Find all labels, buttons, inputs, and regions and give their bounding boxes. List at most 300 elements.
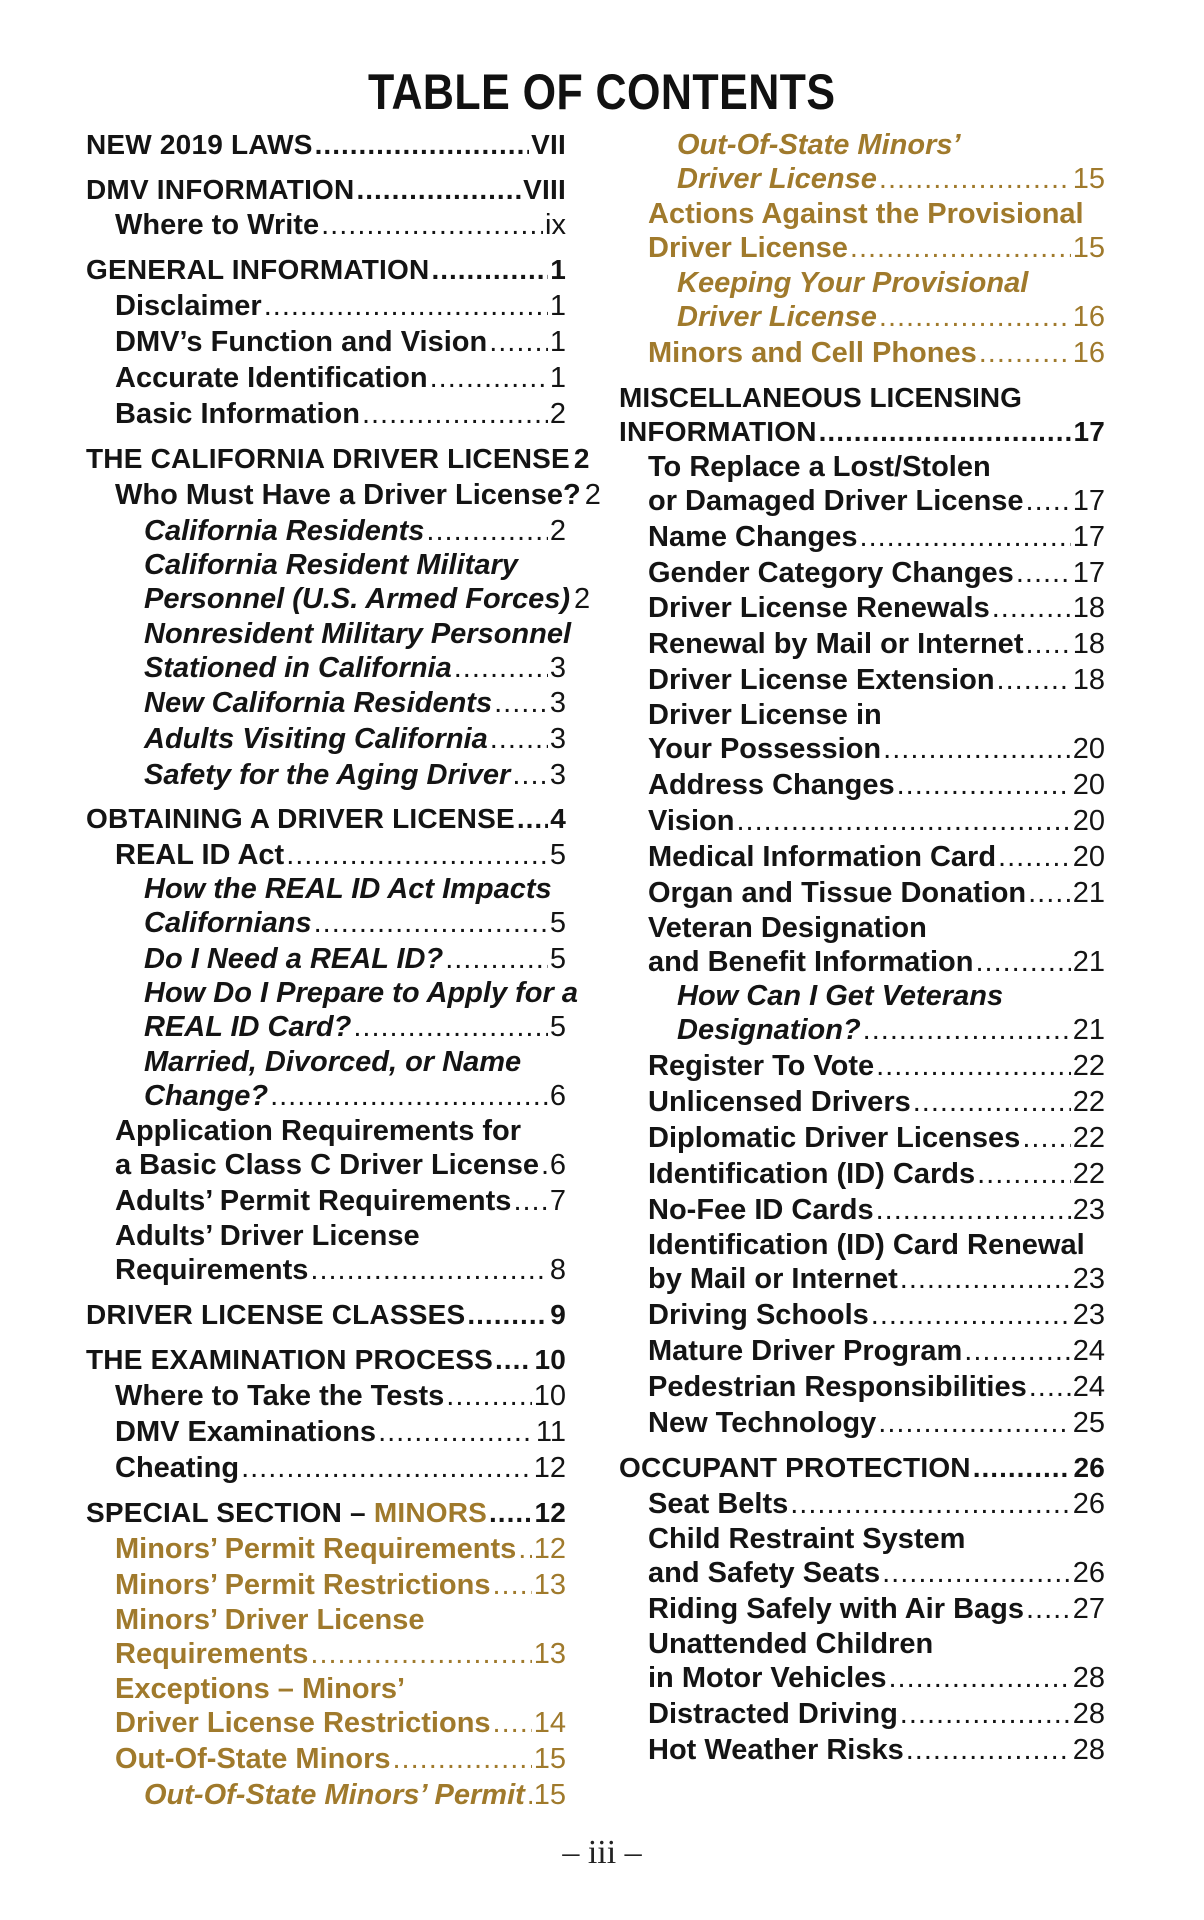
toc-entry-label: GENERAL INFORMATION [86,254,430,285]
toc-entry-page: 5 [549,839,566,871]
toc-entry-label: Safety for the Aging Driver [144,759,511,791]
dot-leader [310,1637,531,1671]
toc-entry[interactable] [648,876,1105,910]
toc-entry-label: Identification (ID) Cards [648,1158,976,1190]
toc-entry-label: Do I Need a REAL ID? [144,943,444,975]
toc-entry-page: 7 [549,1185,566,1217]
toc-entry-label: New California Residents [144,687,493,719]
toc-entry[interactable] [648,336,1105,370]
toc-entry[interactable] [144,514,566,548]
toc-entry-page: 28 [1072,1734,1105,1766]
toc-entry[interactable] [648,768,1105,802]
toc-entry-page: 20 [1072,769,1105,801]
dot-leader [879,162,1071,196]
toc-entry-label: Disclaimer [115,290,262,322]
page-number: – iii – [562,1834,642,1871]
toc-entry[interactable] [144,722,566,756]
toc-entry-label: Cheating [115,1452,240,1484]
toc-entry-label: THE EXAMINATION PROCESS [86,1344,494,1375]
dot-leader [495,1343,532,1377]
toc-entry-label-line1[interactable]: Out-Of-State Minors’ [677,129,961,161]
toc-entry[interactable] [86,1496,566,1530]
toc-entry-page: 16 [1072,337,1105,369]
toc-entry-label-line1[interactable]: Keeping Your Provisional [677,267,1029,299]
toc-entry[interactable] [648,1262,1105,1296]
toc-entry-label: Basic Information [115,398,360,430]
toc-entry[interactable] [144,1778,566,1812]
toc-entry-page: 6 [549,1149,566,1181]
toc-entry[interactable] [144,582,591,616]
toc-entry-page: 22 [1072,1050,1105,1082]
dot-leader [913,1085,1071,1119]
toc-entry[interactable] [115,1253,566,1287]
toc-entry-page: 20 [1072,733,1105,765]
toc-entry-page: 28 [1072,1662,1105,1694]
toc-entry-page: 13 [533,1569,566,1601]
toc-entry-label: Driver License [677,301,877,333]
toc-entry-label: Hot Weather Risks [648,1734,904,1766]
toc-entry-page: 16 [1072,301,1105,333]
toc-entry-label [86,1496,487,1530]
toc-entry-label-line1[interactable]: Driver License in [648,699,882,731]
toc-entry-label: DMV’s Function and Vision [115,326,488,358]
toc-entry[interactable] [648,1661,1105,1695]
dot-leader [489,325,548,359]
dot-leader [378,1415,534,1449]
toc-entry-label-line1[interactable]: How Can I Get Veterans [677,980,1004,1012]
toc-entry-label: Californians [144,907,312,939]
dot-leader [446,1379,531,1413]
toc-entry-label: Gender Category Changes [648,557,1014,589]
toc-entry[interactable] [86,442,590,476]
dot-leader [860,520,1071,554]
toc-entry[interactable] [115,1706,566,1740]
toc-entry[interactable] [115,208,566,242]
toc-entry[interactable] [86,128,566,162]
toc-entry-label-line1[interactable]: Adults’ Driver License [115,1220,420,1252]
toc-entry[interactable] [115,1742,566,1776]
toc-entry-label: in Motor Vehicles [648,1662,887,1694]
toc-entry-label: Organ and Tissue Donation [648,877,1027,909]
toc-entry[interactable] [86,1298,566,1332]
toc-entry[interactable] [648,1085,1105,1119]
toc-entry-page: 26 [1073,1452,1105,1483]
toc-entry-label: Adults’ Permit Requirements [115,1185,512,1217]
toc-entry-label: INFORMATION [619,416,817,447]
toc-entry[interactable] [648,804,1105,838]
dot-leader [362,397,548,431]
toc-entry-label: Out-Of-State Minors’ Permit [144,1779,525,1811]
toc-entry[interactable] [115,361,566,395]
dot-leader [518,1532,531,1566]
toc-entry[interactable] [648,1121,1105,1155]
toc-entry-page: 2 [584,479,601,511]
toc-entry-label-line1[interactable]: Nonresident Military Personnel [144,618,572,650]
toc-entry-label: California Residents [144,515,425,547]
toc-entry-page: 10 [534,1344,566,1375]
dot-leader [973,1451,1072,1485]
toc-entry[interactable] [648,945,1105,979]
toc-entry-label: DMV Examinations [115,1416,377,1448]
toc-entry-label: REAL ID Card? [144,1011,352,1043]
toc-entry-page: 27 [1072,1593,1105,1625]
toc-entry[interactable] [86,802,566,836]
dot-leader [513,1184,547,1218]
toc-entry-page: VII [531,129,566,160]
toc-entry[interactable] [144,942,566,976]
toc-entry-label-line1[interactable]: Married, Divorced, or Name [144,1046,522,1078]
dot-leader [356,173,521,207]
toc-entry-label: Register To Vote [648,1050,875,1082]
toc-entry[interactable] [115,1451,566,1485]
toc-entry-page: 21 [1072,1014,1105,1046]
dot-leader [1029,1370,1071,1404]
toc-entry-page: 26 [1072,1488,1105,1520]
toc-entry-page: 20 [1072,805,1105,837]
dot-leader [512,758,548,792]
toc-entry[interactable] [86,1343,566,1377]
toc-entry[interactable] [648,1157,1105,1191]
dot-leader [876,1049,1071,1083]
dot-leader [998,840,1071,874]
toc-entry-page: 13 [533,1638,566,1670]
toc-entry-label: Personnel (U.S. Armed Forces) [144,583,570,615]
toc-entry-page: 1 [549,362,566,394]
toc-entry-page: 23 [1072,1299,1105,1331]
toc-entry[interactable] [115,1379,566,1413]
toc-entry-label: Minors’ Permit Requirements [115,1533,517,1565]
toc-entry[interactable] [648,1193,1105,1227]
dot-leader [850,231,1071,265]
toc-entry-label: OBTAINING A DRIVER LICENSE [86,803,515,834]
toc-entry[interactable] [648,591,1105,625]
toc-entry[interactable] [648,663,1105,697]
toc-entry[interactable] [144,686,566,720]
dot-leader [906,1733,1071,1767]
toc-entry[interactable] [86,173,566,207]
toc-entry-page: 3 [549,759,566,791]
toc-entry[interactable] [648,732,1105,766]
toc-entry-page: 11 [535,1416,566,1448]
toc-entry-page: 15 [1072,163,1105,195]
toc-entry-page: 2 [573,583,591,615]
toc-entry-page: 10 [533,1380,566,1412]
toc-entry-page: 5 [549,1011,566,1043]
toc-entry-label-line1[interactable]: Veteran Designation [648,912,927,944]
toc-entry-label: DRIVER LICENSE CLASSES [86,1299,466,1330]
dot-leader [264,289,548,323]
toc-entry-page: 17 [1072,485,1105,517]
dot-leader [489,1496,532,1530]
toc-entry-label: Where to Take the Tests [115,1380,445,1412]
toc-entry-label-line1[interactable]: Application Requirements for [115,1115,522,1147]
dot-leader [737,804,1071,838]
toc-entry-label: a Basic Class C Driver License [115,1149,539,1181]
toc-entry-label: Name Changes [648,521,858,553]
toc-entry-page: 1 [550,254,566,285]
toc-entry-page: 9 [550,1299,566,1330]
toc-entry-page: 22 [1072,1086,1105,1118]
toc-entry[interactable] [115,478,601,512]
toc-entry-label: NEW 2019 LAWS [86,129,313,160]
toc-entry-label: by Mail or Internet [648,1263,898,1295]
toc-entry-page: 17 [1073,416,1105,447]
dot-leader [883,732,1071,766]
toc-entry-page: 5 [549,907,566,939]
toc-entry-label-line1[interactable]: MISCELLANEOUS LICENSING [619,382,1022,413]
toc-entry-label: Diplomatic Driver Licenses [648,1122,1021,1154]
toc-entry-label: Unlicensed Drivers [648,1086,911,1118]
toc-entry-page: 2 [573,443,590,474]
toc-entry[interactable] [144,906,566,940]
toc-entry[interactable] [144,758,566,792]
dot-leader [1028,876,1071,910]
toc-entry-label: Driver License [677,163,877,195]
toc-entry-label: Driving Schools [648,1299,869,1331]
toc-entry-label-line1[interactable]: Child Restraint System [648,1523,966,1555]
toc-entry[interactable] [115,1568,566,1602]
toc-entry[interactable] [648,1370,1105,1404]
dot-leader [819,415,1072,449]
toc-entry-page: 4 [550,803,566,834]
dot-leader [977,1157,1071,1191]
dot-leader [1025,627,1070,661]
toc-entry-label: Medical Information Card [648,841,997,873]
toc-entry-label: Seat Belts [648,1488,789,1520]
toc-entry-page: 28 [1072,1698,1105,1730]
toc-entry-label: Who Must Have a Driver License? [115,479,581,511]
toc-entry[interactable] [648,484,1105,518]
toc-entry-label: Minors’ Permit Restrictions [115,1569,491,1601]
dot-leader [876,1193,1071,1227]
toc-entry-label-line1[interactable]: Unattended Children [648,1628,934,1660]
special-section-minors: MINORS [373,1497,488,1528]
toc-entry[interactable] [144,1010,566,1044]
dot-leader [1026,1592,1071,1626]
toc-entry-page: 15 [533,1779,566,1811]
toc-entry-page: VIII [523,174,566,205]
toc-entry-page: 21 [1072,877,1105,909]
toc-entry-label-line1[interactable]: California Resident Military [144,549,518,581]
dot-leader [431,253,548,287]
toc-entry[interactable] [648,1556,1105,1590]
toc-entry-page: 26 [1072,1557,1105,1589]
toc-entry-label-line1[interactable]: How Do I Prepare to Apply for a [144,977,578,1009]
toc-entry[interactable] [648,840,1105,874]
toc-entry-page: 6 [549,1080,566,1112]
dot-leader [863,1013,1071,1047]
toc-entry-label: and Safety Seats [648,1557,881,1589]
toc-entry-label: Vision [648,805,735,837]
toc-entry-label-line1[interactable]: Exceptions – Minors’ [115,1673,406,1705]
page-title: TABLE OF CONTENTS [367,64,836,120]
dot-leader [426,514,547,548]
toc-entry-page: 8 [549,1254,566,1286]
toc-entry[interactable] [619,1451,1105,1485]
toc-entry-label: Pedestrian Responsibilities [648,1371,1027,1403]
dot-leader [1016,556,1071,590]
toc-entry-page: 24 [1072,1335,1105,1367]
toc-entry[interactable] [648,1334,1105,1368]
dot-leader [1022,1121,1070,1155]
toc-entry-page: 18 [1072,628,1105,660]
dot-leader [353,1010,548,1044]
toc-entry-page: 2 [549,398,566,430]
toc-entry[interactable] [648,1697,1105,1731]
toc-entry-page: 22 [1072,1158,1105,1190]
dot-leader [314,906,548,940]
toc-entry-label: Adults Visiting California [144,723,488,755]
toc-entry-page: 3 [549,723,566,755]
toc-entry[interactable] [619,415,1105,449]
toc-entry[interactable] [648,1406,1105,1440]
toc-entry[interactable] [115,289,566,323]
toc-entry[interactable] [648,1487,1105,1521]
dot-leader [270,1079,548,1113]
toc-entry-page: 18 [1072,664,1105,696]
toc-entry-page: 3 [549,652,566,684]
toc-entry-label: or Damaged Driver License [648,485,1024,517]
toc-entry-page: 1 [549,326,566,358]
toc-entry-label: New Technology [648,1407,877,1439]
dot-leader [992,591,1071,625]
toc-entry-label-line1[interactable]: Actions Against the Provisional [648,198,1084,230]
toc-entry[interactable] [648,1592,1105,1626]
toc-entry[interactable] [115,1415,566,1449]
toc-entry[interactable] [648,1733,1105,1767]
toc-entry[interactable] [144,1079,566,1113]
toc-entry[interactable] [144,651,566,685]
dot-leader [445,942,548,976]
toc-entry-label: OCCUPANT PROTECTION [619,1452,971,1483]
dot-leader [493,1568,532,1602]
toc-entry-label: Driver License Extension [648,664,995,696]
toc-entry-page: 21 [1072,946,1105,978]
toc-entry-label: Requirements [115,1254,309,1286]
toc-entry[interactable] [115,1148,566,1182]
special-section-prefix: SPECIAL SECTION – [86,1497,374,1528]
toc-entry-label: Designation? [677,1014,861,1046]
toc-entry-page: 12 [533,1533,566,1565]
toc-entry-label: No-Fee ID Cards [648,1194,874,1226]
toc-entry-page: 5 [549,943,566,975]
toc-entry-label: Where to Write [115,209,320,241]
toc-entry-label: DMV INFORMATION [86,174,355,205]
dot-leader [541,1148,548,1182]
dot-leader [393,1742,532,1776]
toc-entry[interactable] [648,231,1105,265]
toc-entry-page: 20 [1072,841,1105,873]
dot-leader [790,1487,1071,1521]
toc-entry-label: Driver License Restrictions [115,1707,491,1739]
dot-leader [321,208,543,242]
dot-leader [882,1556,1071,1590]
dot-leader [517,802,548,836]
toc-entry[interactable] [115,397,566,431]
toc-entry-page: 12 [534,1497,566,1528]
toc-entry-label: Out-Of-State Minors [115,1743,391,1775]
toc-entry[interactable] [648,520,1105,554]
dot-leader [494,686,548,720]
dot-leader [879,300,1071,334]
toc-entry-label: Requirements [115,1638,309,1670]
toc-entry-label: Stationed in California [144,652,452,684]
toc-entry-label-line1[interactable]: How the REAL ID Act Impacts [144,873,552,905]
toc-entry-page: 14 [533,1707,566,1739]
toc-entry[interactable] [115,1184,566,1218]
toc-entry[interactable] [86,253,566,287]
toc-entry-page: ix [545,209,566,241]
dot-leader [490,722,548,756]
toc-entry[interactable] [648,1298,1105,1332]
toc-entry-label: Mature Driver Program [648,1335,963,1367]
toc-entry-label: Minors and Cell Phones [648,337,977,369]
toc-entry-label: REAL ID Act [115,839,285,871]
toc-entry-label-line1[interactable]: Identification (ID) Card Renewal [648,1229,1085,1261]
toc-entry-label: Renewal by Mail or Internet [648,628,1024,660]
toc-entry-label: Distracted Driving [648,1698,898,1730]
toc-entry-label-line1[interactable]: Minors’ Driver License [115,1604,425,1636]
toc-entry-page: 3 [549,687,566,719]
dot-leader [900,1697,1071,1731]
dot-leader [878,1406,1070,1440]
toc-entry[interactable] [115,838,566,872]
toc-entry-label: Riding Safely with Air Bags [648,1593,1024,1625]
dot-leader [889,1661,1071,1695]
toc-entry-page: 23 [1072,1194,1105,1226]
toc-entry[interactable] [648,627,1105,661]
toc-entry[interactable] [648,1049,1105,1083]
dot-leader [493,1706,532,1740]
dot-leader [997,663,1071,697]
toc-entry-page: 17 [1072,521,1105,553]
dot-leader [454,651,548,685]
toc-entry[interactable] [677,162,1105,196]
dot-leader [315,128,530,162]
toc-entry-page: 23 [1072,1263,1105,1295]
toc-entry-label: Change? [144,1080,269,1112]
toc-entry-label: Driver License [648,232,848,264]
toc-entry-page: 12 [533,1452,566,1484]
toc-entry-page: 22 [1072,1122,1105,1154]
dot-leader [241,1451,532,1485]
toc-entry-label: and Benefit Information [648,946,974,978]
toc-entry[interactable] [115,325,566,359]
dot-leader [467,1298,548,1332]
dot-leader [527,1778,532,1812]
toc-entry-page: 15 [533,1743,566,1775]
dot-leader [871,1298,1071,1332]
toc-entry-page: 17 [1072,557,1105,589]
toc-entry[interactable] [648,556,1105,590]
toc-entry[interactable] [115,1637,566,1671]
toc-entry[interactable] [115,1532,566,1566]
toc-entry-label-line1[interactable]: To Replace a Lost/Stolen [648,451,991,483]
toc-entry[interactable] [677,300,1105,334]
dot-leader [975,945,1070,979]
toc-entry-page: 24 [1072,1371,1105,1403]
dot-leader [286,838,548,872]
toc-entry-label: Your Possession [648,733,882,765]
dot-leader [964,1334,1070,1368]
toc-entry-page: 15 [1072,232,1105,264]
dot-leader [900,1262,1071,1296]
toc-entry[interactable] [677,1013,1105,1047]
toc-entry-label: Address Changes [648,769,895,801]
dot-leader [897,768,1071,802]
toc-entry-page: 18 [1072,592,1105,624]
dot-leader [310,1253,547,1287]
